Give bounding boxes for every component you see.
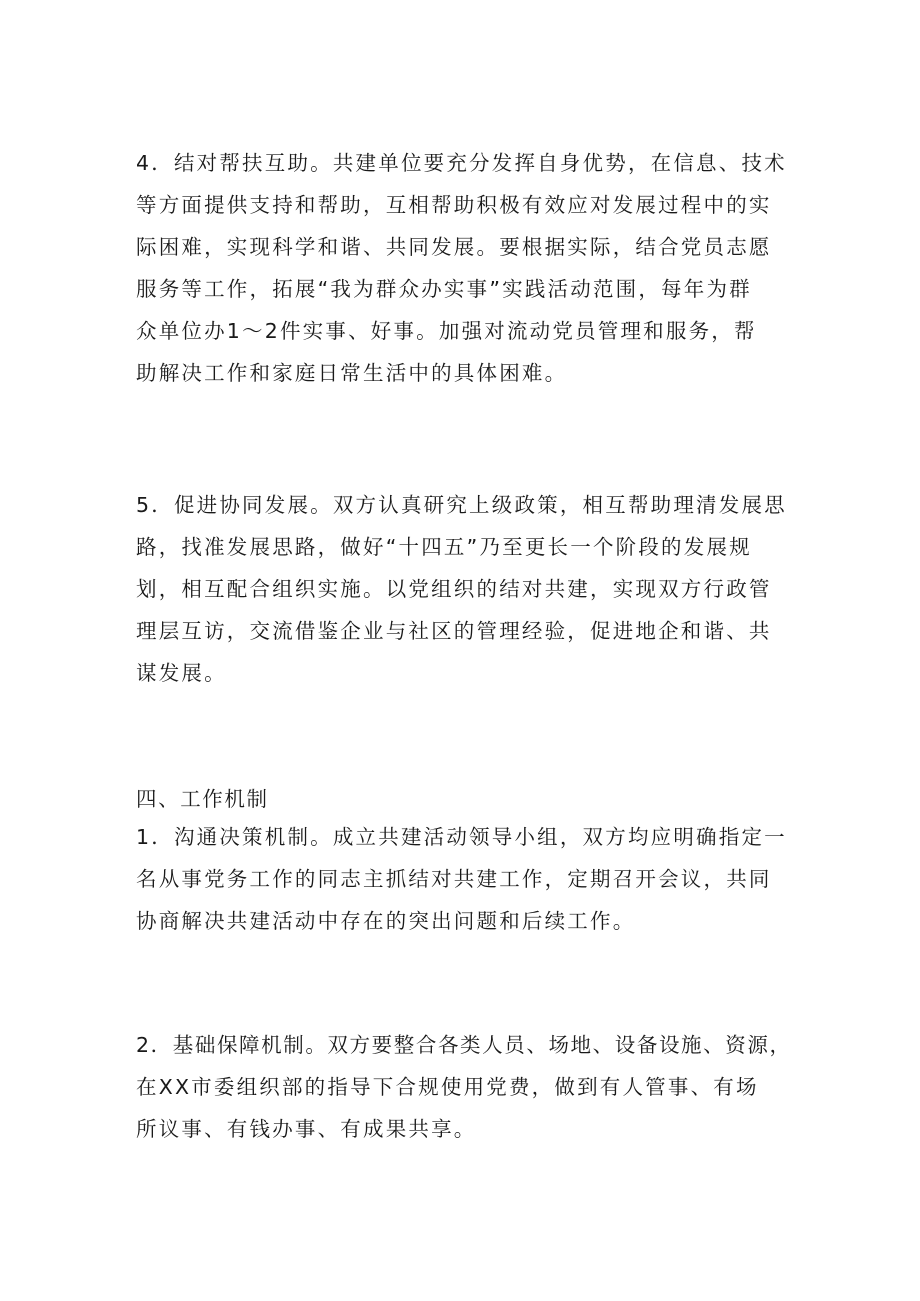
text-line: 谋发展。 [136, 661, 227, 685]
paragraph-mutual-assistance [136, 142, 796, 394]
text-line: 等方面提供支持和帮助，互相帮助积极有效应对发展过程中的实 [136, 193, 772, 217]
text-line: 际困难，实现科学和谐、共同发展。要根据实际，结合党员志愿 [136, 235, 772, 259]
text-line: 理层互访，交流借鉴企业与社区的管理经验，促进地企和谐、共 [136, 619, 772, 643]
paragraph-communication-mechanism [136, 816, 796, 942]
text-line: 5．促进协同发展。双方认真研究上级政策，相互帮助理清发展思 [136, 493, 787, 517]
paragraph-coordinated-development [136, 484, 796, 694]
text-line: 名从事党务工作的同志主抓结对共建工作，定期召开会议，共同 [136, 867, 772, 891]
text-line: 在XX市委组织部的指导下合规使用党费，做到有人管事、有场 [136, 1075, 759, 1099]
paragraph-guarantee-mechanism [136, 1024, 796, 1150]
text-line: 2．基础保障机制。双方要整合各类人员、场地、设备设施、资源， [136, 1033, 792, 1057]
text-line: 路，找准发展思路，做好“十四五”乃至更长一个阶段的发展规 [136, 535, 752, 559]
text-line: 划，相互配合组织实施。以党组织的结对共建，实现双方行政管 [136, 577, 772, 601]
text-line: 4．结对帮扶互助。共建单位要充分发挥自身优势，在信息、技术 [136, 151, 787, 175]
text-line: 众单位办1～2件实事、好事。加强对流动党员管理和服务，帮 [136, 319, 757, 343]
text-line: 助解决工作和家庭日常生活中的具体困难。 [136, 361, 568, 385]
text-line: 1．沟通决策机制。成立共建活动领导小组，双方均应明确指定一 [136, 825, 787, 849]
text-line: 协商解决共建活动中存在的突出问题和后续工作。 [136, 909, 636, 933]
section-heading-work-mechanism [136, 778, 796, 820]
text-line: 服务等工作，拓展“我为群众办实事”实践活动范围，每年为群 [136, 277, 752, 301]
text-line: 所议事、有钱办事、有成果共享。 [136, 1117, 477, 1141]
section-heading: 四、工作机制 [136, 787, 269, 811]
